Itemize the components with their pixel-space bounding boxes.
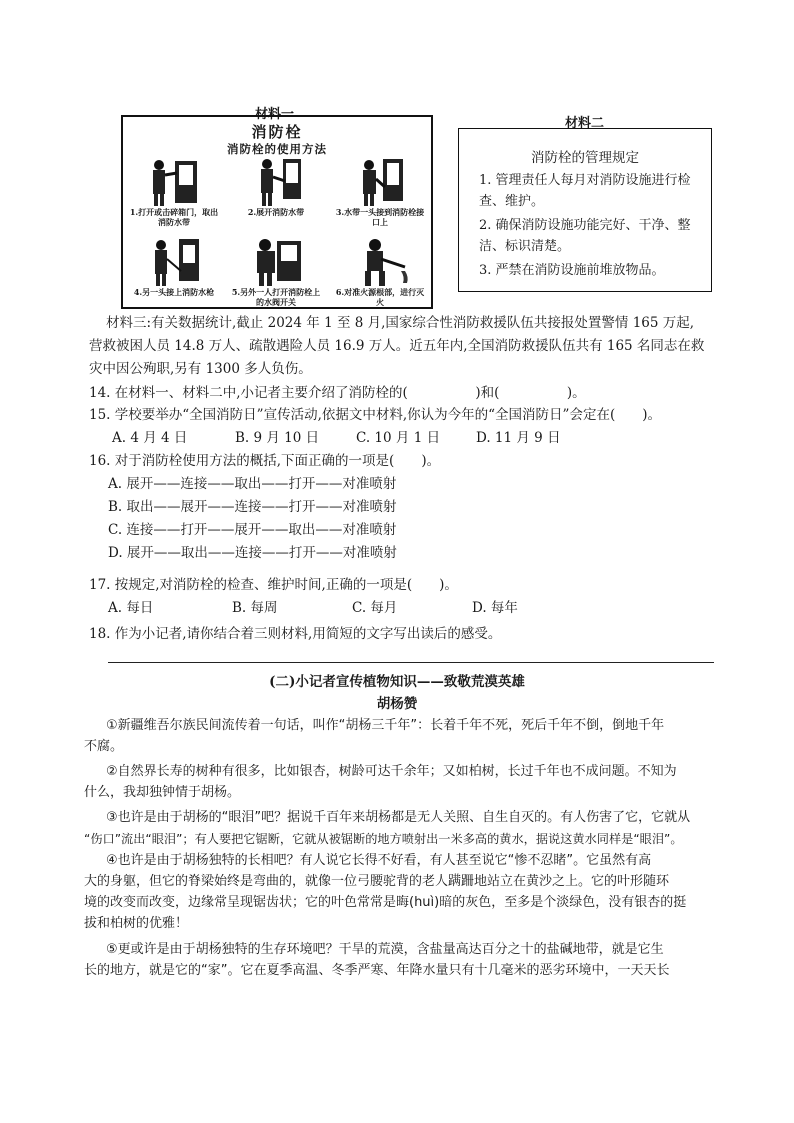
q17-option-a: A. 每日 — [108, 600, 154, 616]
step-2 — [231, 157, 321, 217]
section-divider — [108, 662, 714, 663]
step-2-caption: 2.展开消防水带 — [247, 207, 305, 217]
step-5-illustration — [247, 237, 305, 287]
q16-option-b: B. 取出——展开——连接——打开——对准喷射 — [108, 499, 397, 515]
material3-line: 营救被困人员 14.8 万人、疏散遇险人员 16.9 万人。近五年内,全国消防救援队伍共有 165 名同志在救 — [89, 338, 705, 354]
material1-heading: 消防栓 — [251, 123, 303, 141]
step-1-caption: 1.打开或击碎箱门，取出消防水带 — [129, 207, 219, 227]
q16-option-a: A. 展开——连接——取出——打开——对准喷射 — [108, 476, 397, 492]
q16-option-d: D. 展开——取出——连接——打开——对准喷射 — [108, 545, 397, 561]
q17-option-c: C. 每月 — [352, 600, 398, 616]
essay-line: 大的身躯，但它的脊梁始终是弯曲的，就像一位弓腰驼背的老人蹒跚地站立在黄沙之上。它的叶形随环 — [84, 874, 670, 889]
essay-line: ⑤更或许是由于胡杨独特的生存环境吧？干旱的荒漠，含盐量高达百分之十的盐碱地带，就是它生 — [106, 942, 664, 957]
step-6-caption: 6.对准火源根部，进行灭火 — [335, 287, 425, 307]
material2-rule: 3. 严禁在消防设施前堆放物品。 — [479, 263, 665, 278]
material2-box — [458, 128, 712, 292]
section2-heading: (二)小记者宣传植物知识——致敬荒漠英雄 — [269, 674, 525, 690]
step-4 — [129, 237, 219, 297]
essay-line: ②自然界长寿的树种有很多，比如银杏，树龄可达千余年；又如柏树，长过千年也不成问题。不知为 — [106, 764, 677, 779]
essay-line: 什么，我却独钟情于胡杨。 — [84, 785, 241, 800]
step-6 — [335, 237, 425, 307]
material2-rule: 2. 确保消防设施功能完好、干净、整洁、标识清楚。 — [479, 218, 691, 254]
essay-line: ④也许是由于胡杨独特的长相吧？有人说它长得不好看，有人甚至说它“惨不忍睹”。它虽然有高 — [106, 853, 652, 868]
question-16: 16. 对于消防栓使用方法的概括,下面正确的一项是( )。 — [89, 453, 441, 469]
step-3-caption: 3.水带一头接到消防栓接口上 — [335, 207, 425, 227]
step-4-illustration — [145, 237, 203, 287]
question-15: 15. 学校要举办“全国消防日”宣传活动,依据文中材料,你认为今年的“全国消防日”会定在( )。 — [89, 407, 661, 423]
material1-figure — [121, 115, 433, 309]
question-18: 18. 作为小记者,请你结合着三则材料,用简短的文字写出读后的感受。 — [89, 626, 502, 642]
material1-subheading: 消防栓的使用方法 — [227, 142, 327, 156]
q16-option-c: C. 连接——打开——展开——取出——对准喷射 — [108, 522, 397, 538]
q15-option-b: B. 9 月 10 日 — [235, 430, 320, 446]
q17-option-b: B. 每周 — [232, 600, 278, 616]
material2-label: 材料二 — [565, 116, 605, 131]
essay-line: 长的地方，就是它的“家”。它在夏季高温、冬季严寒、年降水量只有十几毫米的恶劣环境中，一天天长 — [84, 963, 670, 978]
step-2-illustration — [247, 157, 305, 207]
step-6-illustration — [351, 237, 409, 287]
material1-label: 材料一 — [255, 107, 295, 122]
q15-option-d: D. 11 月 9 日 — [476, 430, 561, 446]
essay-line: ①新疆维吾尔族民间流传着一句话，叫作“胡杨三千年”：长着千年不死，死后千年不倒，倒地千年 — [106, 718, 665, 733]
essay-line: 不腐。 — [84, 739, 124, 754]
q15-option-a: A. 4 月 4 日 — [112, 430, 188, 446]
step-5 — [231, 237, 321, 307]
material2-rule: 1. 管理责任人每月对消防设施进行检查、维护。 — [479, 173, 691, 209]
step-4-caption: 4.另一头接上消防水枪 — [133, 287, 215, 297]
step-3 — [335, 157, 425, 227]
essay-line: “伤口”流出“眼泪”；有人要把它锯断，它就从被锯断的地方喷射出一米多高的黄水，据说这黄水同样是“眼泪”。 — [84, 832, 683, 846]
step-5-caption: 5.另外一人打开消防栓上的水阀开关 — [231, 287, 321, 307]
material2-title: 消防栓的管理规定 — [531, 150, 639, 166]
q17-option-d: D. 每年 — [472, 600, 518, 616]
step-3-illustration — [351, 157, 409, 207]
essay-line: 境的改变而改变，边缘常呈现锯齿状；它的叶色常常是晦(huì)暗的灰色，至多是个淡绿色，没有银杏的挺 — [84, 895, 687, 910]
material3-line: 灾中因公殉职,另有 1300 多人负伤。 — [89, 361, 312, 377]
question-14: 14. 在材料一、材料二中,小记者主要介绍了消防栓的( )和( )。 — [89, 385, 586, 401]
essay-line: 拔和柏树的优雅！ — [84, 916, 189, 931]
essay-title: 胡杨赞 — [376, 696, 418, 712]
q15-option-c: C. 10 月 1 日 — [356, 430, 441, 446]
question-17: 17. 按规定,对消防栓的检查、维护时间,正确的一项是( )。 — [89, 577, 458, 593]
step-1-illustration — [145, 157, 203, 207]
material3-line: 材料三:有关数据统计,截止 2024 年 1 至 8 月,国家综合性消防救援队伍共接报处置警情 165 万起, — [106, 315, 695, 331]
step-1 — [129, 157, 219, 227]
essay-line: ③也许是由于胡杨的“眼泪”吧？据说千百年来胡杨都是无人关照、自生自灭的。有人伤害了它，它就从 — [106, 810, 691, 825]
